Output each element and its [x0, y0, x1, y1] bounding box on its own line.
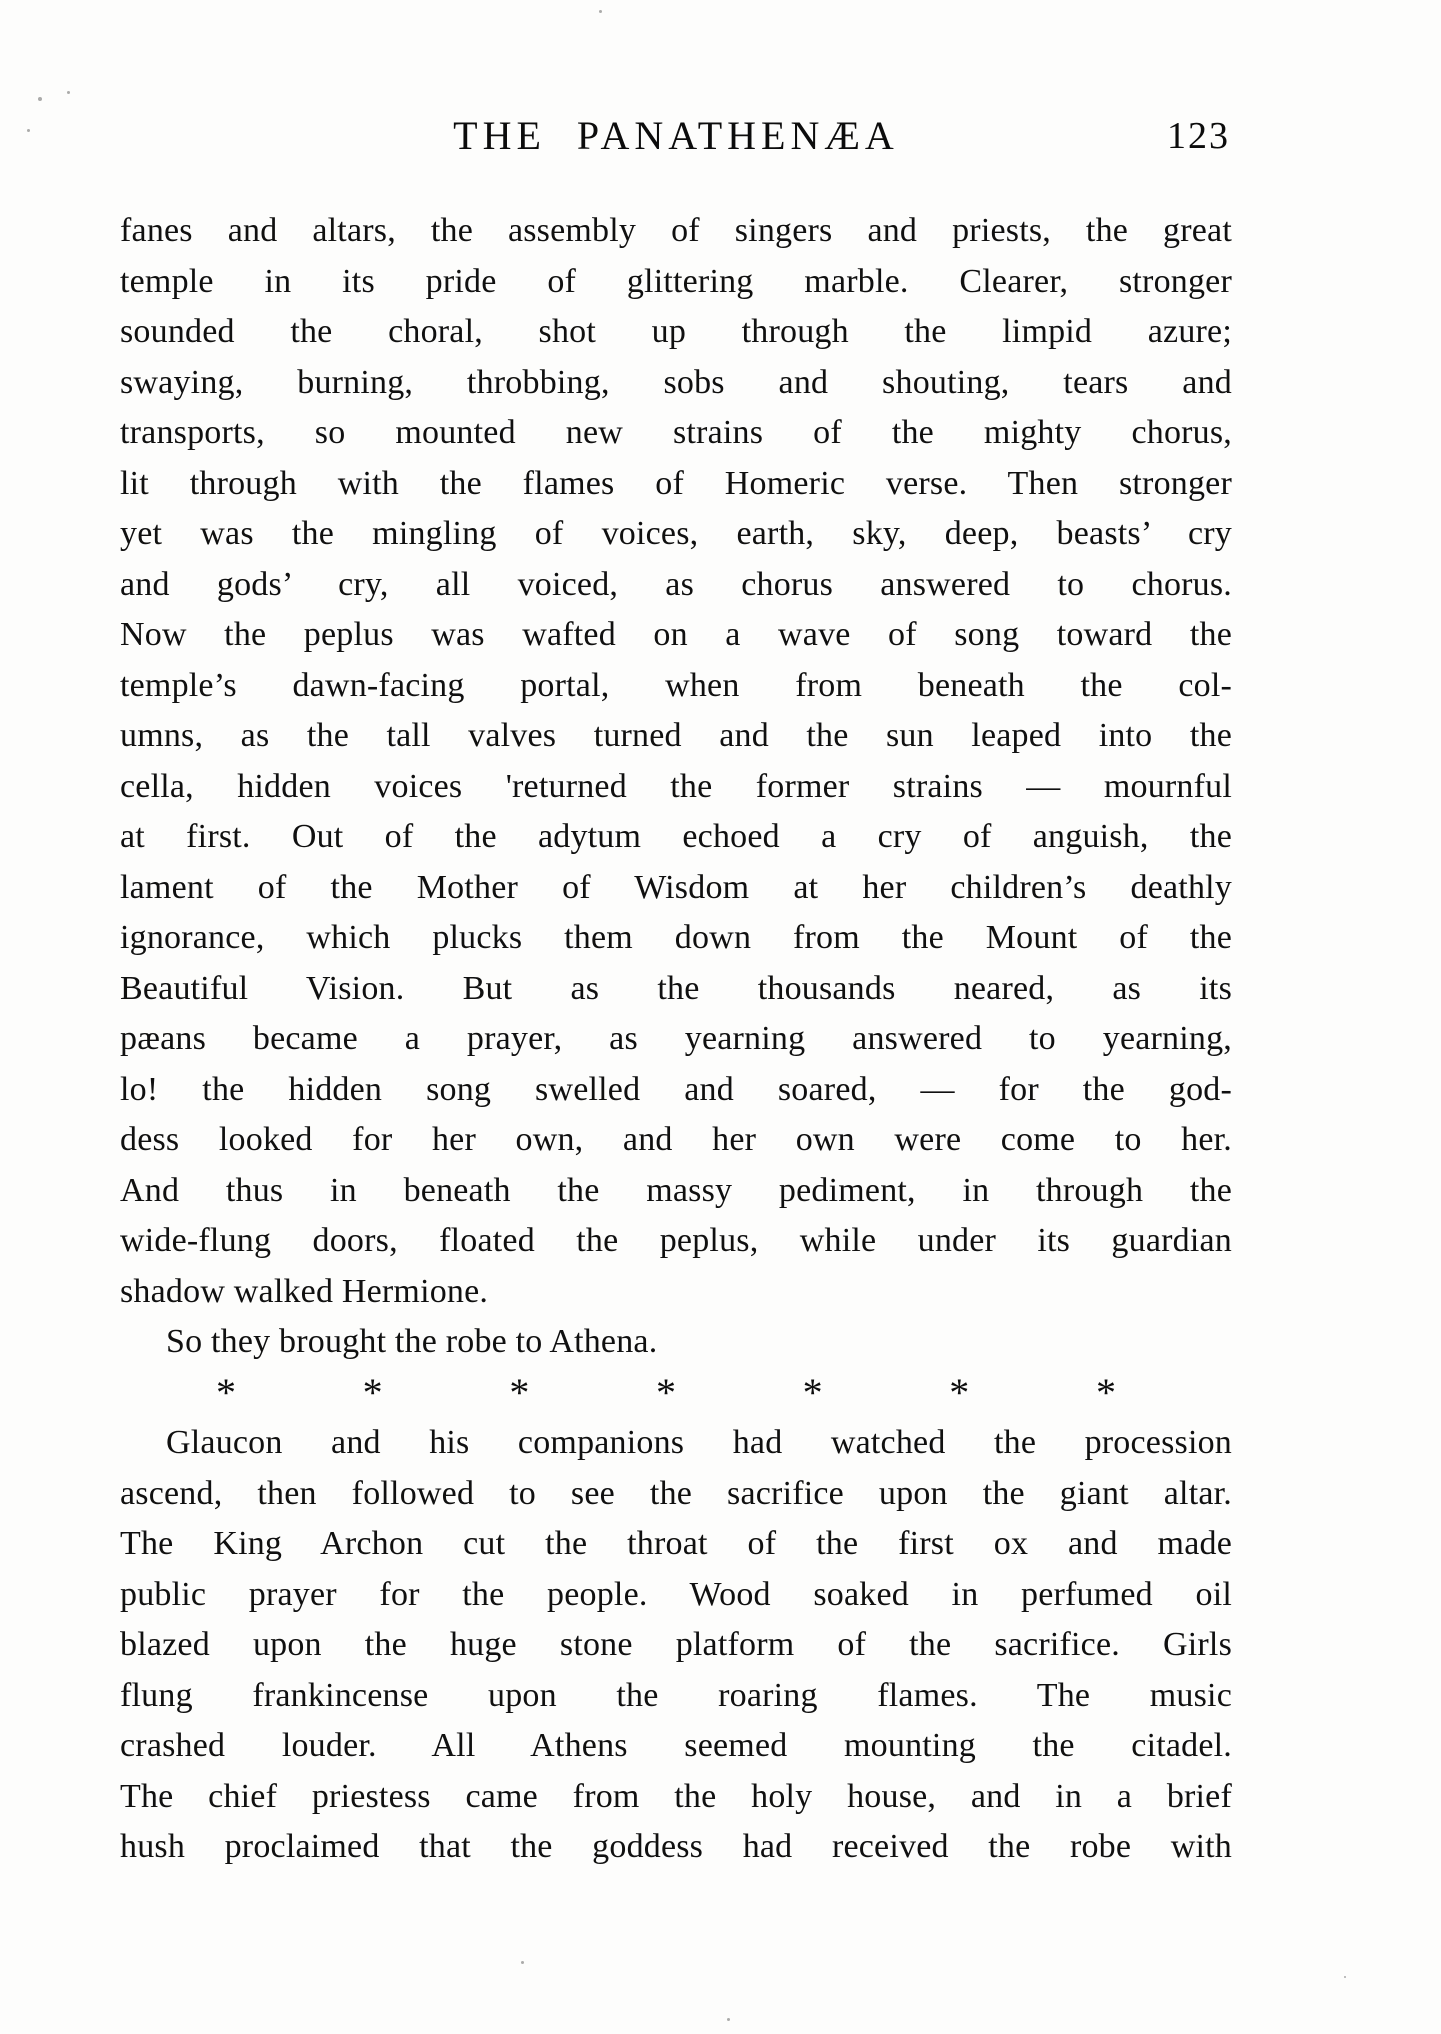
asterisk: * [362, 1369, 383, 1415]
scan-speck [521, 1961, 524, 1964]
text-line: hush proclaimed that the goddess had received the robe with [120, 1828, 1232, 1865]
text-line: at first. Out of the adytum echoed a cry of anguish, the [120, 818, 1232, 855]
text-line: Now the peplus was wafted on a wave of song toward the [120, 616, 1232, 653]
text-line: Glaucon and his companions had watched the procession [166, 1424, 1232, 1461]
text-line: swaying, burning, throbbing, sobs and shouting, tears and [120, 363, 1232, 401]
page-header [120, 110, 1232, 162]
text-line: ascend, then followed to see the sacrifice upon the giant altar. [120, 1474, 1232, 1512]
page-number: 123 [1167, 115, 1230, 157]
text-line: fanes and altars, the assembly of singers and priests, the great [120, 212, 1232, 249]
scan-speck [727, 2018, 730, 2021]
scan-speck [67, 91, 70, 94]
text-line: So they brought the robe to Athena. [166, 1323, 658, 1360]
text-line: blazed upon the huge stone platform of the sacrifice. Girls [120, 1626, 1232, 1663]
text-line: temple in its pride of glittering marble. Clearer, stronger [120, 262, 1232, 300]
running-head-title: THE PANATHENÆA [453, 113, 899, 158]
text-line: The King Archon cut the throat of the first ox and made [120, 1525, 1232, 1562]
scan-speck [599, 10, 602, 13]
text-line: wide-flung doors, floated the peplus, while under its guardian [120, 1222, 1232, 1259]
section-divider [216, 1368, 1116, 1419]
scan-speck [1344, 1976, 1346, 1978]
text-line: crashed louder. All Athens seemed mounting the citadel. [120, 1727, 1232, 1764]
text-line: and gods’ cry, all voiced, as chorus answered to chorus. [120, 565, 1232, 603]
text-line: ignorance, which plucks them down from the Mount of the [120, 919, 1232, 956]
asterisk: * [509, 1369, 530, 1415]
text-line: Beautiful Vision. But as the thousands neared, as its [120, 969, 1232, 1007]
text-line: lit through with the flames of Homeric verse. Then stronger [120, 464, 1232, 502]
text-line: shadow walked Hermione. [120, 1272, 489, 1310]
text-line: transports, so mounted new strains of the mighty chorus, [120, 414, 1232, 451]
text-line: yet was the mingling of voices, earth, sky, deep, beasts’ cry [120, 515, 1232, 552]
text-line: pæans became a prayer, as yearning answered to yearning, [120, 1020, 1232, 1057]
asterisk: * [216, 1369, 236, 1415]
text-line: The chief priestess came from the holy house, and in a brief [120, 1777, 1232, 1815]
asterisk: * [802, 1369, 823, 1415]
text-block [120, 206, 1232, 1873]
scan-speck [27, 129, 30, 132]
asterisk: * [1095, 1369, 1116, 1415]
text-line: dess looked for her own, and her own were come to her. [120, 1121, 1232, 1158]
text-line: And thus in beneath the massy pediment, in through the [120, 1171, 1232, 1209]
text-line: lament of the Mother of Wisdom at her children’s deathly [120, 868, 1232, 906]
text-line: lo! the hidden song swelled and soared, — for the god- [120, 1070, 1232, 1108]
text-line: umns, as the tall valves turned and the sun leaped into the [120, 717, 1232, 754]
text-line: public prayer for the people. Wood soaked in perfumed oil [120, 1575, 1232, 1613]
scan-speck [38, 97, 42, 101]
text-line: temple’s dawn-facing portal, when from beneath the col- [120, 666, 1232, 704]
asterisk: * [949, 1369, 970, 1415]
text-line: cella, hidden voices 'returned the former strains — mournful [120, 767, 1232, 805]
asterisk: * [655, 1369, 676, 1415]
text-line: sounded the choral, shot up through the limpid azure; [120, 313, 1232, 350]
text-line: flung frankincense upon the roaring flames. The music [120, 1676, 1232, 1714]
